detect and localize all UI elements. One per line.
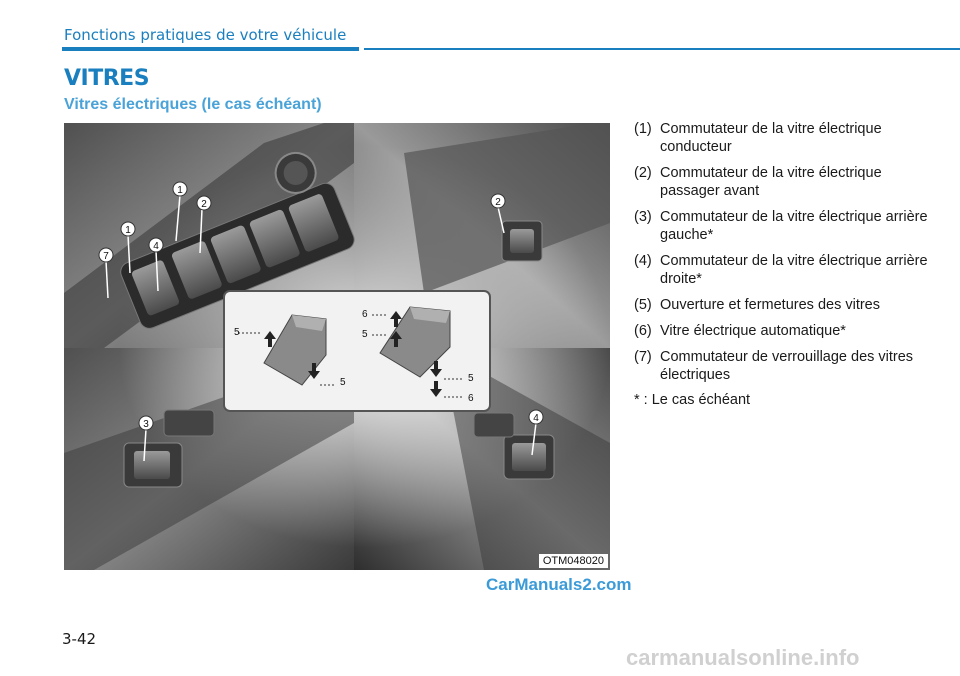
legend-list [634,120,934,392]
header-rule-thin [364,48,960,50]
callout-2: 2 [201,199,207,210]
label-5c: 5 [362,329,368,340]
figure-code: OTM048020 [539,554,608,568]
label-5a: 5 [234,327,240,338]
section-title: VITRES [64,66,150,91]
page-number: 3-42 [62,630,97,648]
callout-3: 1 [125,225,131,236]
legend-item: (6) Vitre électrique automatique* [634,323,846,339]
callout-1: 1 [177,185,183,196]
label-6b: 6 [468,393,474,404]
legend-item: (3) Commutateur de la vitre électrique arrière gauche* [634,209,928,243]
switch-detail-inset [224,291,490,411]
footnote: * : Le cas échéant [634,392,751,408]
footer-watermark: carmanualsonline.info [626,645,860,670]
legend-item: (2) Commutateur de la vitre électrique passager avant [634,165,882,199]
legend-item: (1) Commutateur de la vitre électrique conducteur [634,121,882,155]
label-5b: 5 [340,377,346,388]
callout-7: 7 [103,251,109,262]
watermark-text: CarManuals2.com [486,575,632,594]
callout-4: 4 [153,241,159,252]
legend-item: (4) Commutateur de la vitre électrique arrière droite* [634,253,928,287]
label-5d: 5 [468,373,474,384]
legend-item: (7) Commutateur de verrouillage des vitres électriques [634,349,914,383]
callout-2-passenger: 2 [495,197,501,208]
header-rule [62,47,359,51]
chapter-title: Fonctions pratiques de votre véhicule [64,26,347,44]
callout-3-rear: 3 [143,419,149,430]
label-6a: 6 [362,309,368,320]
power-window-illustration [64,123,610,570]
legend-item: (5) Ouverture et fermetures des vitres [634,297,880,313]
callout-4-rear: 4 [533,413,539,424]
subsection-title: Vitres électriques (le cas échéant) [64,96,322,113]
